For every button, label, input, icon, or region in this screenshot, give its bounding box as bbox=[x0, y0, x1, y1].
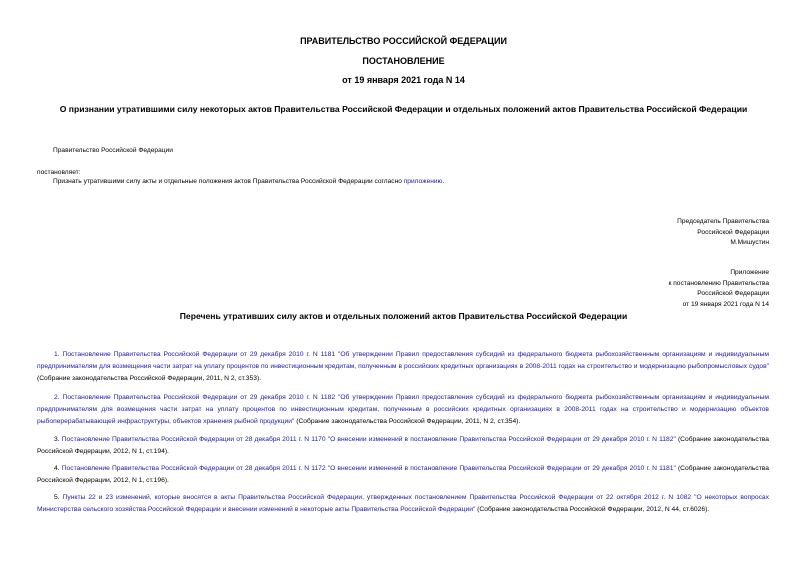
signature-block bbox=[677, 217, 769, 249]
list-item-source: (Собрание законодательства Российской Федерации, 2012, N 44, ст.6026). bbox=[475, 506, 710, 513]
preamble-text bbox=[53, 177, 444, 186]
preamble-text-end: . bbox=[442, 178, 445, 185]
act-link[interactable]: Постановление Правительства Российской Федерации от 29 декабря 2010 г. N 1182 "Об утверждении Правил предоставления субсидий из федерального бюджета рыбохозяйственным организациям и индивидуальным предпринимателям для возмещения части затрат на уплату процентов по инвестиционным кредитам, полученным в российских кредитных организациях в 2008-2011 годах на строительство и модернизацию объектов рыбоперерабатывающей инфраструктуры, объектов хранения рыбной продукции" bbox=[37, 394, 769, 425]
org-heading: ПРАВИТЕЛЬСТВО РОССИЙСКОЙ ФЕДЕРАЦИИ bbox=[300, 36, 507, 46]
list-item bbox=[37, 463, 769, 487]
signature-position: Председатель Правительства bbox=[677, 218, 769, 225]
act-link[interactable]: Постановление Правительства Российской Федерации от 28 декабря 2011 г. N 1172 "О внесении изменений в постановление Правительства Российской Федерации от 29 декабря 2010 г. N 1181" bbox=[61, 465, 676, 472]
list-item bbox=[37, 434, 769, 458]
list-item bbox=[37, 349, 769, 385]
date-heading: от 19 января 2021 года N 14 bbox=[342, 75, 465, 85]
appendix-link[interactable]: приложению bbox=[403, 178, 443, 185]
preamble-text-start: Признать утратившими силу акты и отдельные положения актов Правительства Российской Федерации согласно bbox=[53, 178, 404, 185]
list-title: Перечень утративших силу актов и отдельных положений актов Правительства Российской Федерации bbox=[179, 311, 628, 321]
list-item bbox=[37, 392, 769, 428]
list-item-source: (Собрание законодательства Российской Федерации, 2012, N 1, ст.194). bbox=[37, 436, 769, 455]
signature-name: М.Мишустин bbox=[730, 239, 769, 246]
appendix-header bbox=[669, 268, 770, 310]
document-title: О признании утратившими силу некоторых актов Правительства Российской Федерации и отдельных положений актов Правительства Российской Федерации bbox=[59, 104, 748, 114]
appendix-government: Российской Федерации bbox=[697, 290, 769, 297]
list-item-number: 4. bbox=[54, 465, 62, 472]
appendix-date: от 19 января 2021 года N 14 bbox=[682, 300, 769, 308]
act-link[interactable]: Постановление Правительства Российской Федерации от 28 декабря 2011 г. N 1170 "О внесении изменений в постановление Правительства Российской Федерации от 29 декабря 2010 г. N 1182" bbox=[61, 436, 676, 443]
appendix-ref: к постановлению Правительства bbox=[668, 279, 769, 287]
list-item bbox=[37, 492, 769, 516]
list-item-source: (Собрание законодательства Российской Федерации, 2011, N 2, ст.354). bbox=[294, 418, 521, 425]
signature-government: Российской Федерации bbox=[697, 228, 769, 236]
list-item-source: (Собрание законодательства Российской Федерации, 2011, N 2, ст.353). bbox=[37, 375, 262, 382]
list-item-number[interactable]: 2. bbox=[54, 394, 63, 401]
list-item-number[interactable]: 1. bbox=[54, 351, 63, 358]
appendix-label: Приложение bbox=[730, 269, 769, 276]
act-link[interactable]: Пункты 22 и 23 изменений, которые вносятся в акты Правительства Российской Федерации, утвержденных постановлением Правительства Российской Федерации от 22 октября 2012 г. N 1082 "О некоторых вопросах Министерства сельского хозяйства Российской Федерации и внесении изменений в некоторые акты Правительства Российской Федерации" bbox=[37, 494, 769, 513]
preamble-subject: Правительство Российской Федерации bbox=[53, 147, 173, 154]
doc-type-heading: ПОСТАНОВЛЕНИЕ bbox=[362, 56, 445, 66]
list-item-number: 3. bbox=[54, 436, 62, 443]
list-item-source: (Собрание законодательства Российской Федерации, 2012, N 1, ст.196). bbox=[37, 465, 769, 484]
list-item-number: 5. bbox=[54, 494, 63, 501]
preamble-decides: постановляет: bbox=[37, 169, 81, 176]
act-link[interactable]: Постановление Правительства Российской Федерации от 29 декабря 2010 г. N 1181 "Об утверждении Правил предоставления субсидий из федерального бюджета рыбохозяйственным организациям и индивидуальным предпринимателям для возмещения части затрат на уплату процентов по инвестиционным кредитам, полученным в российских кредитных организациях в 2008-2011 годах на строительство и модернизацию рыбопромысловых судов" bbox=[37, 351, 769, 370]
